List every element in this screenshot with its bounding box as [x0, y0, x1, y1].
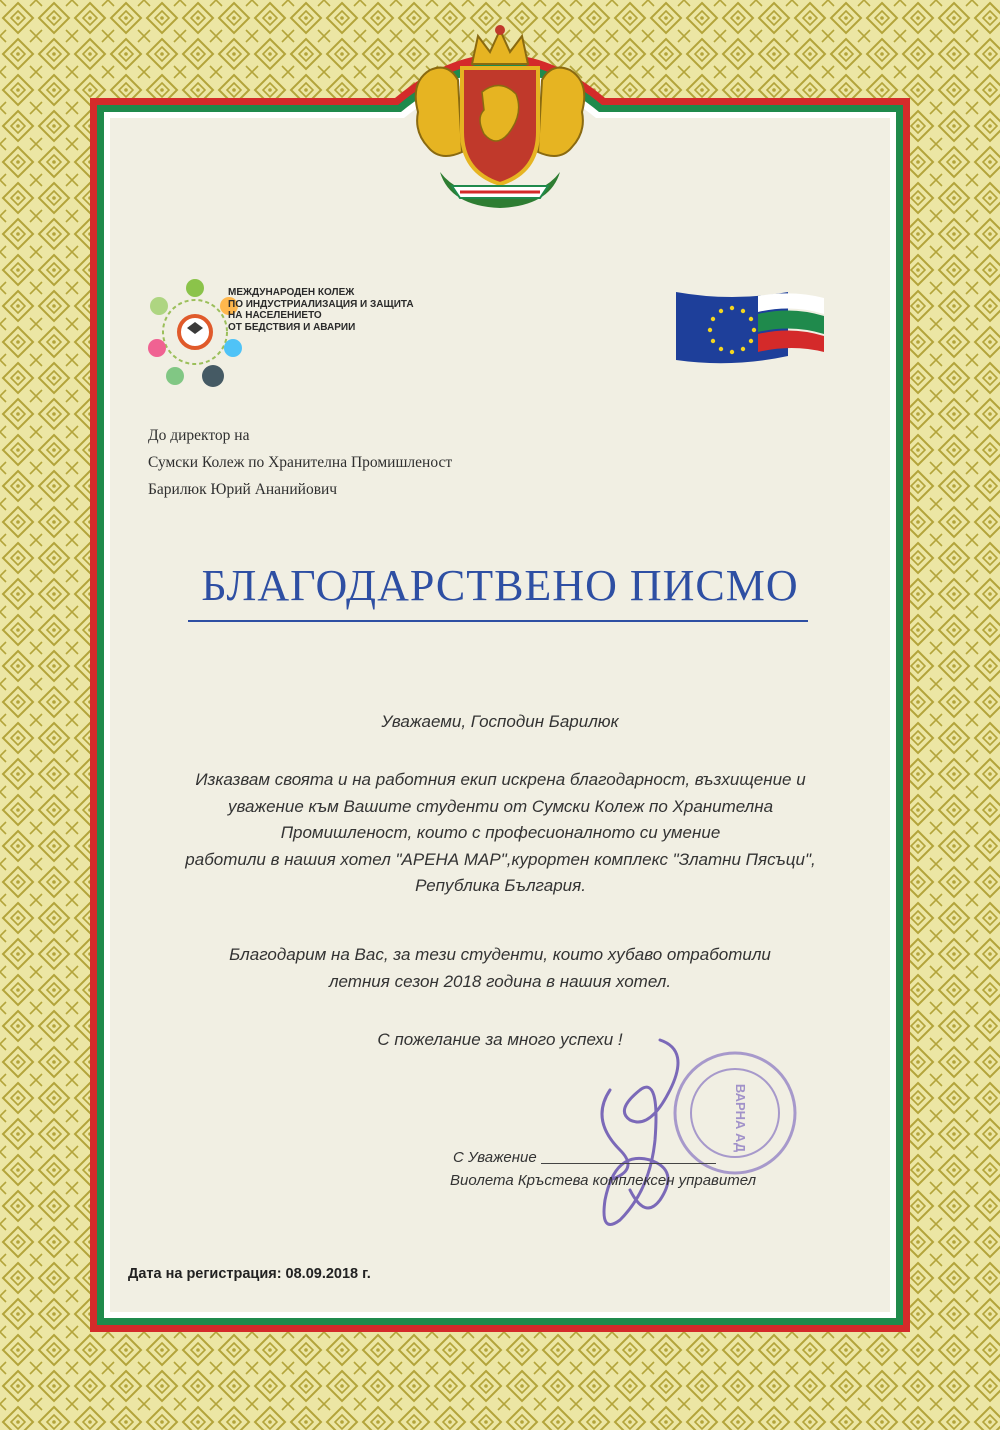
- paragraph-line: Благодарим на Вас, за тези студенти, които хубаво отработили: [229, 945, 771, 964]
- closing-label: С Уважение: [453, 1149, 537, 1166]
- bulgarian-coat-of-arms-emblem: [400, 22, 600, 214]
- recipient-line: До директор на: [148, 427, 250, 444]
- recipient-line: Барилюк Юрий Ананийович: [148, 481, 338, 498]
- college-name: [228, 287, 458, 333]
- paragraph-line: Република България.: [415, 876, 586, 895]
- college-name-line: МЕЖДУНАРОДЕН КОЛЕЖ: [228, 287, 355, 298]
- signature: [560, 1030, 710, 1240]
- college-name-line: НА НАСЕЛЕНИЕТО: [228, 310, 322, 321]
- paragraph-line: Промишленост, които с професионалното си умение: [280, 823, 721, 842]
- greeting: Уважаеми, Господин Барилюк: [381, 712, 619, 731]
- eu-bulgaria-flag-icon: [672, 290, 828, 376]
- paragraph-thanks: [150, 942, 850, 995]
- signature-line: [541, 1163, 716, 1164]
- paragraph-line: уважение към Вашите студенти от Сумски Колеж по Хранителна: [227, 796, 774, 816]
- stamp-text: ВАРНА АД: [733, 1083, 748, 1153]
- recipient-line: Сумски Колеж по Хранителна Промишленост: [148, 454, 453, 471]
- paragraph-line: Изказвам своята и на работния екип искрена благодарност, възхищение и: [195, 770, 806, 789]
- paragraph-line: летния сезон 2018 година в нашия хотел.: [328, 971, 672, 991]
- title-underline: [188, 620, 808, 622]
- closing-regards: [453, 1149, 716, 1166]
- registration-date: Дата на регистрация: 08.09.2018 г.: [128, 1266, 371, 1282]
- paragraph-line: работили в нашия хотел "АРЕНА МАР",курортен комплекс "Златни Пясъци",: [185, 849, 816, 869]
- closing-wish: С пожелание за много успехи !: [377, 1030, 623, 1049]
- recipient-block: [148, 422, 588, 503]
- college-name-line: ПО ИНДУСТРИАЛИЗАЦИЯ И ЗАЩИТА: [228, 298, 414, 310]
- paragraph-gratitude: [128, 767, 873, 900]
- document-title: БЛАГОДАРСТВЕНО ПИСМО: [201, 561, 799, 610]
- signer-name: Виолета Кръстева комплексен управител: [450, 1172, 757, 1189]
- college-name-line: ОТ БЕДСТВИЯ И АВАРИИ: [228, 321, 356, 333]
